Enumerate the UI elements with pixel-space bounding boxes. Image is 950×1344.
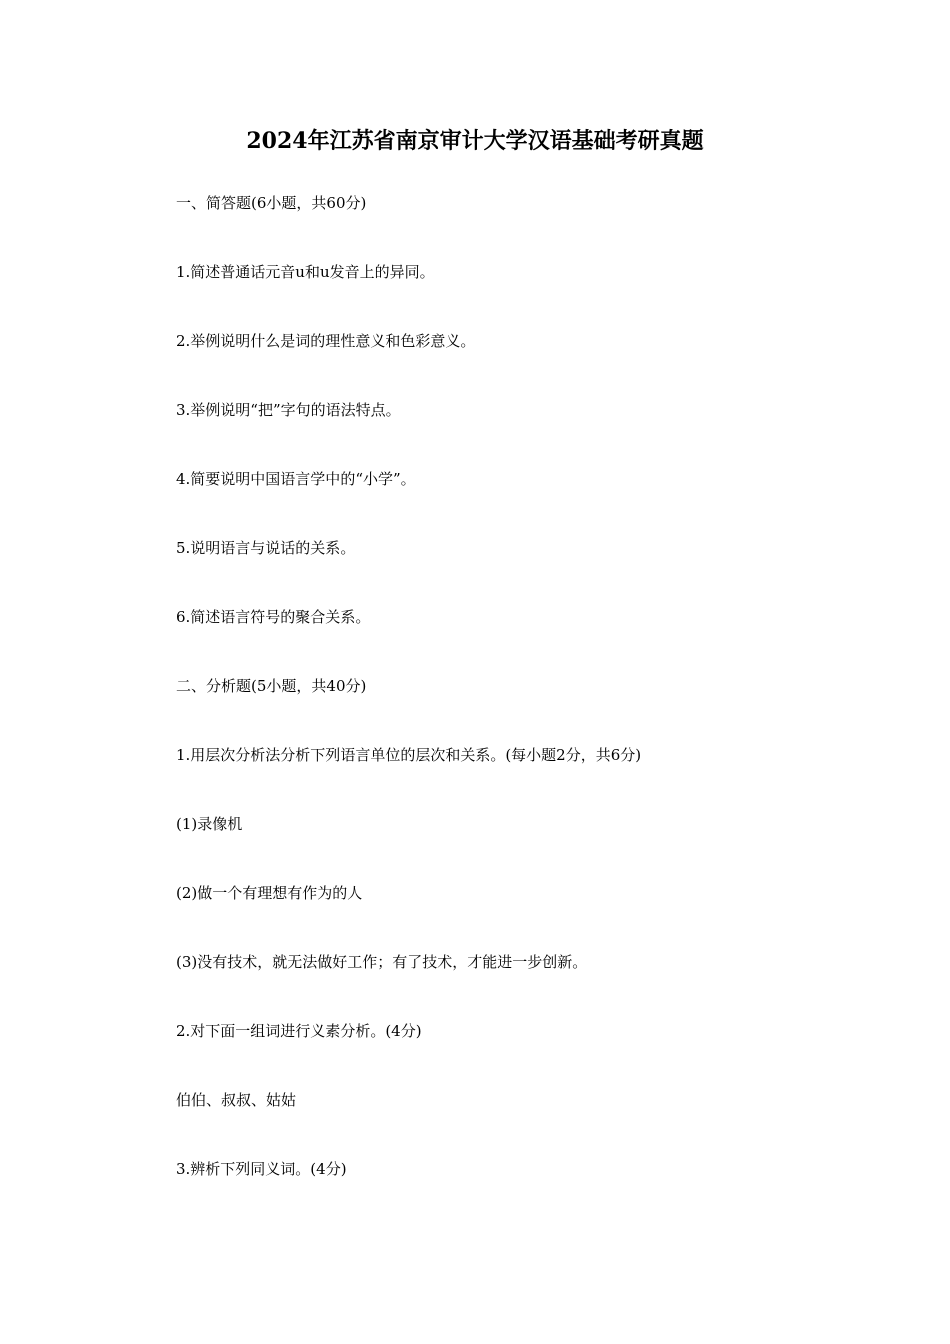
question-line: 4.简要说明中国语言学中的“小学”。 (176, 470, 416, 488)
document-title: 2024年江苏省南京审计大学汉语基础考研真题 (246, 128, 704, 154)
question-line: 3.举例说明“把”字句的语法特点。 (176, 401, 401, 419)
section-heading-short-answer: 一、简答题(6小题，共60分) (176, 194, 367, 212)
question-line: 3.辨析下列同义词。(4分) (176, 1160, 347, 1178)
sub-question-line: (2)做一个有理想有作为的人 (176, 884, 363, 902)
sub-question-line: (3)没有技术，就无法做好工作；有了技术，才能进一步创新。 (176, 953, 588, 971)
question-line: 2.举例说明什么是词的理性意义和色彩意义。 (176, 332, 476, 350)
section-heading-analysis: 二、分析题(5小题，共40分) (176, 677, 367, 695)
word-list-line: 伯伯、叔叔、姑姑 (176, 1091, 297, 1109)
question-line: 5.说明语言与说话的关系。 (176, 539, 356, 557)
question-line: 1.用层次分析法分析下列语言单位的层次和关系。(每小题2分，共6分) (176, 746, 642, 764)
question-line: 1.简述普通话元音u和u发音上的异同。 (176, 263, 435, 281)
question-line: 6.简述语言符号的聚合关系。 (176, 608, 371, 626)
question-line: 2.对下面一组词进行义素分析。(4分) (176, 1022, 422, 1040)
sub-question-line: (1)录像机 (176, 815, 243, 833)
